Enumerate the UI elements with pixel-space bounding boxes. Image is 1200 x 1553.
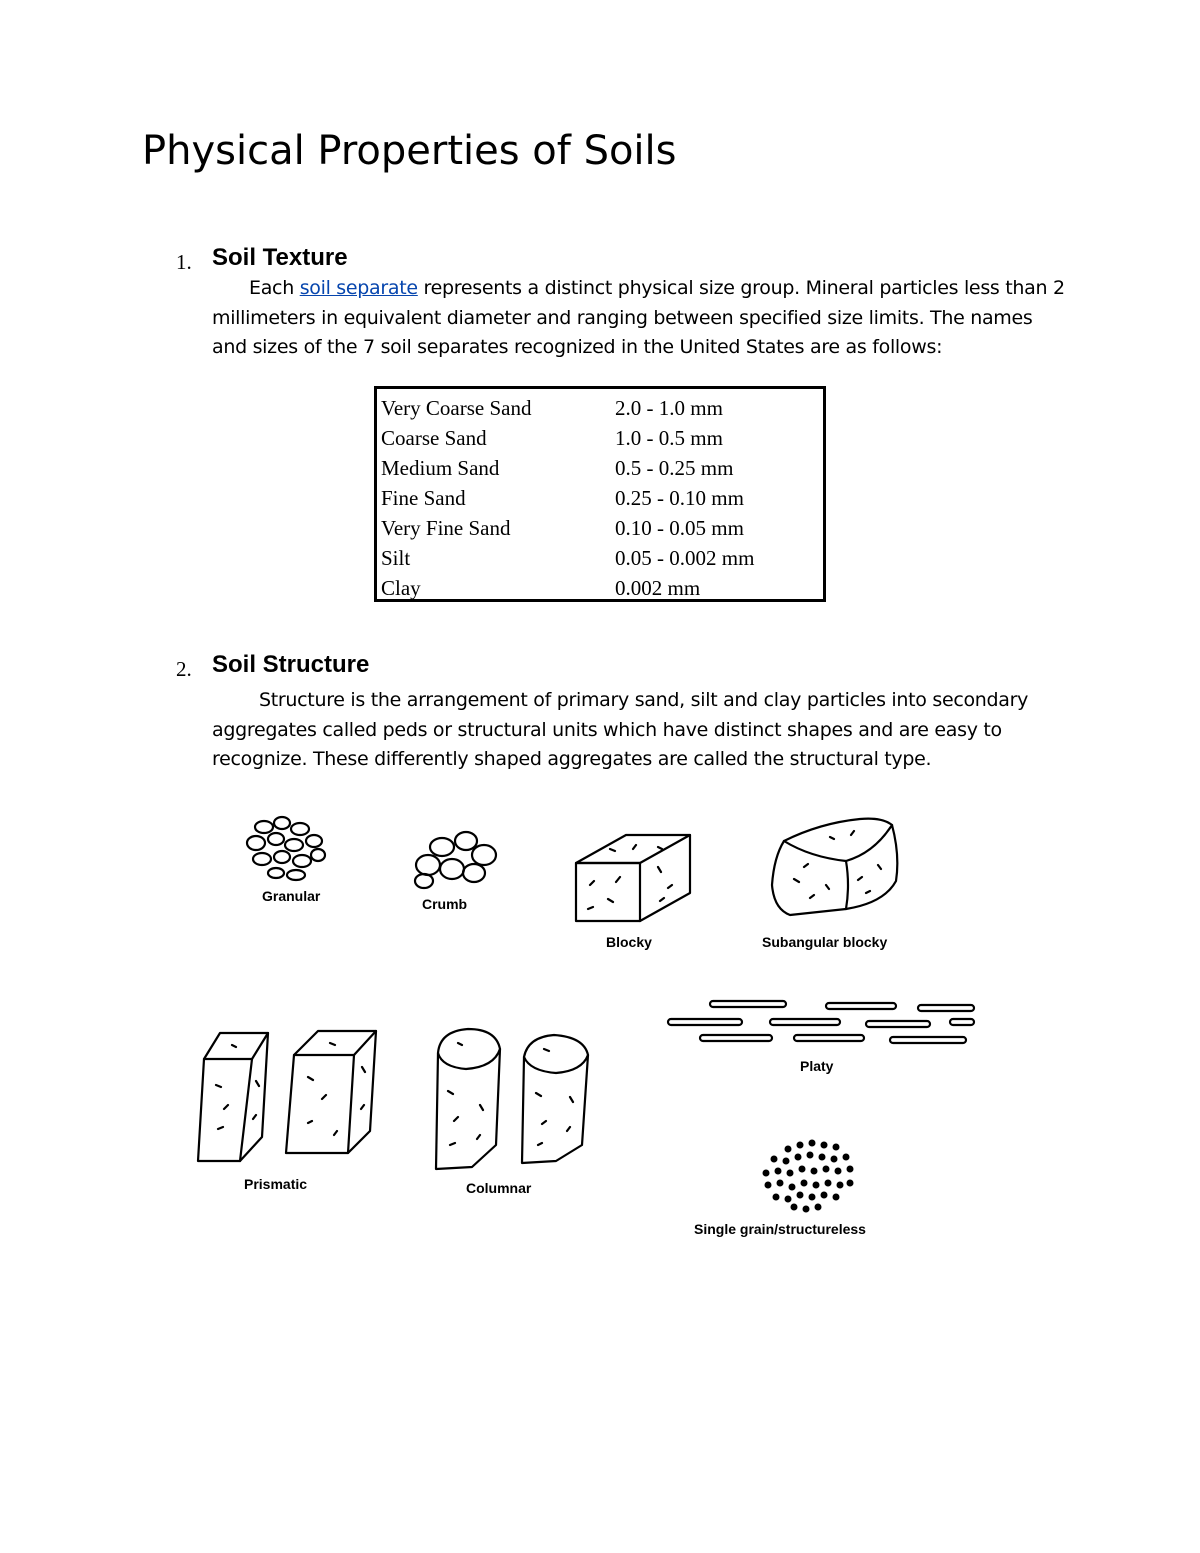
separate-name: Coarse Sand <box>381 426 487 450</box>
subangular-blocky-icon <box>772 819 897 915</box>
separate-name: Silt <box>381 546 411 570</box>
separate-name: Very Coarse Sand <box>381 396 532 420</box>
section-2-heading: Soil Structure <box>212 651 370 678</box>
single-grain-label: Single grain/structureless <box>694 1221 866 1237</box>
soil-structure-figure <box>190 805 1010 1245</box>
granular-label: Granular <box>262 888 321 904</box>
table-row <box>381 543 823 573</box>
separate-name: Clay <box>381 576 421 600</box>
blocky-label: Blocky <box>606 934 652 950</box>
section-2-number: 2. <box>176 657 192 681</box>
prismatic-label: Prismatic <box>244 1176 308 1192</box>
crumb-label: Crumb <box>422 896 468 912</box>
soil-separates-table <box>374 386 826 602</box>
separate-name: Very Fine Sand <box>381 516 511 540</box>
separate-size: 2.0 - 1.0 mm <box>615 396 723 420</box>
section-1-heading: Soil Texture <box>212 244 348 271</box>
section-2-paragraph <box>212 686 1072 775</box>
separate-size: 0.002 mm <box>615 576 701 600</box>
subangular-blocky-label: Subangular blocky <box>762 934 888 950</box>
crumb-icon <box>415 832 496 888</box>
separate-size: 0.5 - 0.25 mm <box>615 456 734 480</box>
table-row <box>381 483 823 513</box>
section-2-para: Structure is the arrangement of primary sand, silt and clay particles into secondary aggregates called peds or structural units which have distinct shapes and are easy to recognize. These differently shaped aggregates are called the structural type. <box>212 689 1029 770</box>
separate-size: 0.25 - 0.10 mm <box>615 486 744 510</box>
separate-size: 1.0 - 0.5 mm <box>615 426 723 450</box>
platy-label: Platy <box>800 1058 834 1074</box>
single-grain-icon <box>763 1140 854 1213</box>
separate-size: 0.05 - 0.002 mm <box>615 546 755 570</box>
columnar-label: Columnar <box>466 1180 532 1196</box>
table-row <box>381 573 823 603</box>
section-1-paragraph <box>212 274 1072 363</box>
soil-separate-link[interactable]: soil separate <box>299 277 418 299</box>
table-row <box>381 423 823 453</box>
section-1-para-rest: represents a distinct physical size group. Mineral particles less than 2 millimeters in equivalent diameter and ranging between specified size limits. The names and sizes of the 7 soil separates recognized in the United States are as follows: <box>212 277 1065 358</box>
separate-name: Medium Sand <box>381 456 500 480</box>
blocky-icon <box>576 835 690 921</box>
platy-icon <box>668 1001 974 1043</box>
section-1-para-start: Each <box>249 277 300 299</box>
columnar-icon <box>436 1029 588 1169</box>
prismatic-icon <box>198 1031 376 1161</box>
section-1-number: 1. <box>176 250 192 274</box>
separate-size: 0.10 - 0.05 mm <box>615 516 744 540</box>
page-title: Physical Properties of Soils <box>142 128 677 174</box>
table-row <box>381 453 823 483</box>
table-row <box>381 513 823 543</box>
granular-icon <box>247 817 325 880</box>
separate-name: Fine Sand <box>381 486 466 510</box>
table-row <box>381 393 823 423</box>
